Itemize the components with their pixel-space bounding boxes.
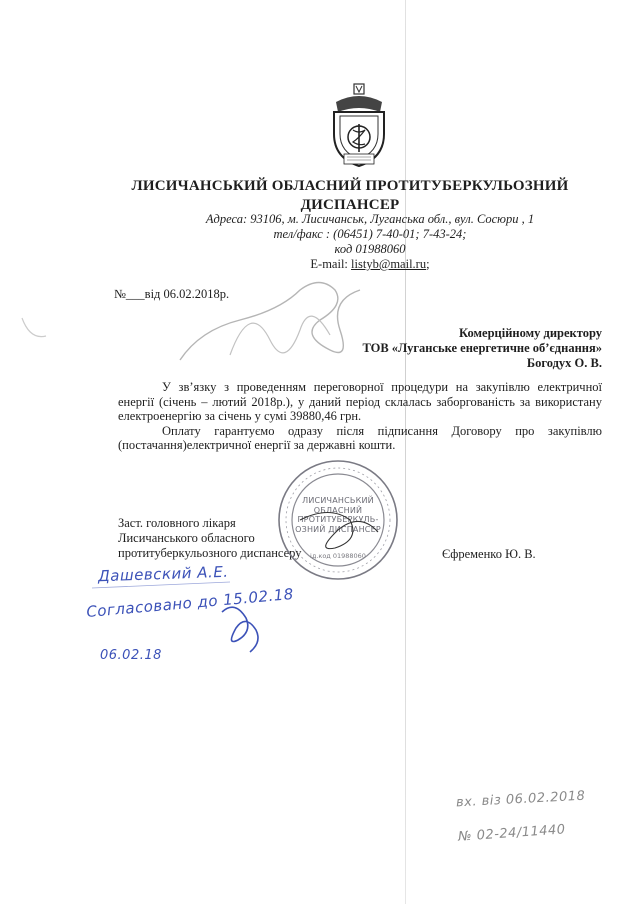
organization-name-line1: ЛИСИЧАНСЬКИЙ ОБЛАСНИЙ ПРОТИТУБЕРКУЛЬОЗНИЙ: [131, 178, 569, 194]
body-paragraph-1: У зв’язку з проведенням переговорної процедури на закупівлю електричної енергії (січень – лютий 2018р.), у даний період склалась заборгованість за використану електроенергію за січень у сумі 39880,46 грн.: [118, 380, 602, 423]
signatory-name: Єфременко Ю. В.: [442, 547, 536, 561]
letter-body: [118, 380, 602, 453]
coat-of-arms-icon: [328, 82, 390, 168]
signatory-title-line3: протитуберкульозного диспансеру: [118, 546, 302, 560]
handwritten-date: 06.02.18: [100, 648, 162, 663]
email-suffix: ;: [426, 257, 430, 271]
body-paragraph-2: Оплату гарантуємо одразу після підписання Договору про закупівлю (постачання)електричної енергії за державні кошти.: [118, 423, 602, 452]
addressee-name: Богодух О. В.: [526, 356, 602, 370]
stamp-line1: ЛИСИЧАНСЬКИЙ: [302, 496, 374, 505]
email-label: E-mail:: [310, 257, 352, 271]
stamp-line2: ОБЛАСНИЙ: [313, 505, 363, 515]
letter-reference: №___від 06.02.2018р.: [114, 287, 230, 301]
letterhead-address-block: [170, 212, 570, 257]
handwritten-name: Дашевский А.Е.: [97, 562, 229, 586]
official-stamp: [276, 458, 400, 582]
incoming-registration-number: № 02-24/11440: [457, 822, 567, 845]
handwritten-approval: Согласовано до 15.02.18: [85, 584, 295, 622]
addressee-block: [242, 326, 602, 371]
organization-name: [100, 177, 600, 215]
organization-code: код 01988060: [334, 242, 406, 256]
signatory-title-line2: Лисичанського обласного: [118, 531, 255, 545]
email-link[interactable]: listyb@mail.ru: [351, 257, 427, 271]
addressee-company: ТОВ «Луганське енергетичне об’єднання»: [362, 341, 602, 355]
organization-name-line2: ДИСПАНСЕР: [300, 197, 400, 213]
incoming-registration-mark: вх. віз 06.02.2018: [455, 788, 586, 811]
pencil-mark-left: [22, 318, 46, 337]
stamp-text: [276, 496, 400, 534]
blue-signature: [222, 607, 258, 652]
signatory-title-line1: Заст. головного лікаря: [118, 516, 236, 530]
stamp-line4: ОЗНИЙ ДИСПАНСЕР: [295, 524, 381, 534]
stamp-line3: ПРОТИТУБЕРКУЛЬ-: [297, 515, 379, 524]
email-line: [170, 257, 570, 272]
addressee-position: Комерційному директору: [459, 326, 602, 340]
postal-address: Адреса: 93106, м. Лисичанськ, Луганська обл., вул. Сосюри , 1: [205, 212, 535, 226]
phone-fax: тел/факс : (06451) 7-40-01; 7-43-24;: [273, 227, 467, 241]
stamp-code: ід.код 01988060: [310, 552, 366, 560]
